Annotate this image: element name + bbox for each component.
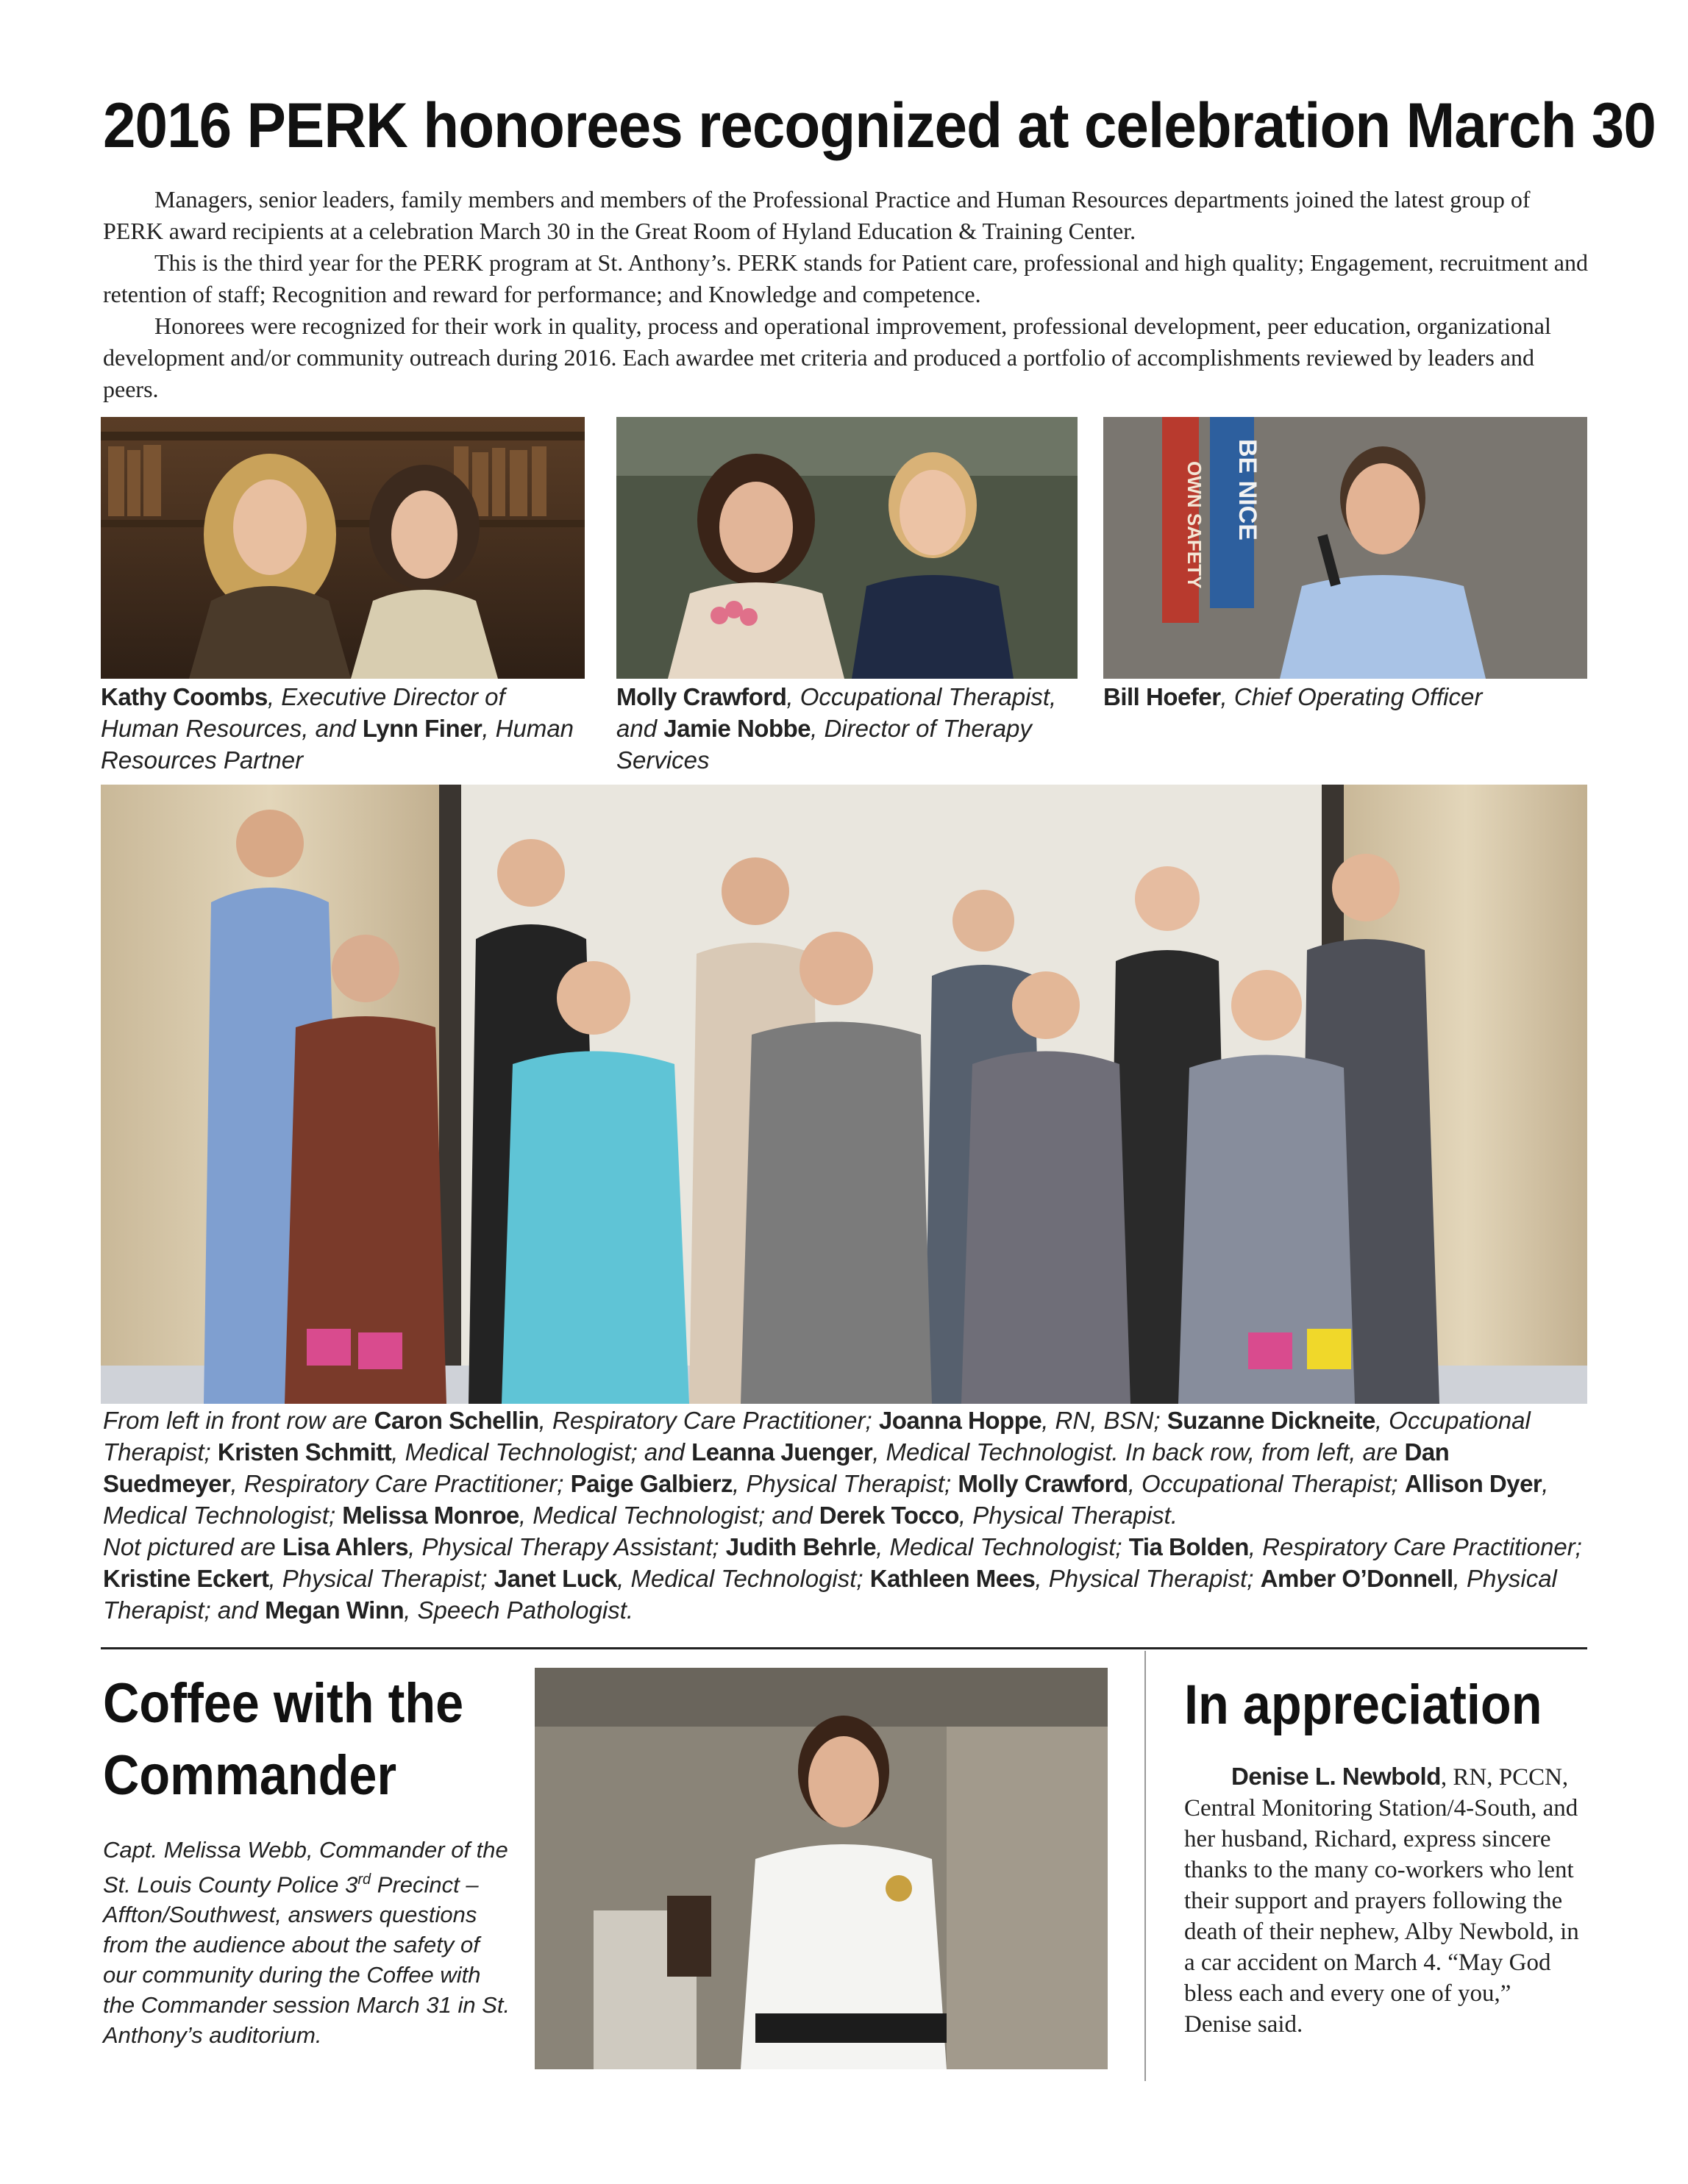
intro-paragraph-1: Managers, senior leaders, family members and members of the Professional Practice and Human Resources departments joined the latest group of PERK award recipients at a celebration March 30 in the Great Room of Hyland Education & Training Center. xyxy=(103,186,1531,244)
honoree-role: Not pictured are xyxy=(103,1533,282,1560)
caption-name: Kathy Coombs xyxy=(101,683,268,710)
caption-not-pictured xyxy=(103,1531,1589,1626)
honoree-role: , RN, BSN; xyxy=(1041,1407,1167,1434)
honoree-name: Joanna Hoppe xyxy=(878,1407,1042,1434)
honoree-role: , Medical Technologist; xyxy=(103,1470,1549,1529)
honoree-role: , Physical Therapist. xyxy=(958,1502,1178,1529)
appreciation-text: Denise L. Newbold, RN, PCCN, Central Monitoring Station/4-South, and her husband, Richard, express sincere thanks to the many co-workers who lent their support and prayers following the death of their nephew, Alby Newbold, in a car accident on March 4. “May God bless each and every one of you,” Denise said. xyxy=(1184,1763,1579,2038)
honoree-role: , Respiratory Care Practitioner; xyxy=(1248,1533,1582,1560)
honoree-name: Lisa Ahlers xyxy=(282,1533,409,1560)
honoree-name: Janet Luck xyxy=(494,1565,618,1592)
coffee-title xyxy=(103,1668,527,1812)
caption-photo-1: Kathy Coombs, Executive Director of Human Resources, and Lynn Finer, Human Resources Partner xyxy=(101,683,574,774)
honoree-name: Paige Galbierz xyxy=(570,1470,733,1497)
intro-paragraph-2: This is the third year for the PERK program at St. Anthony’s. PERK stands for Patient care, professional and high quality; Engagement, recruitment and retention of staff; Recognition and reward for performance; and Knowledge and competence. xyxy=(103,249,1588,307)
honoree-name: Megan Winn xyxy=(265,1596,405,1624)
honoree-name: Melissa Monroe xyxy=(342,1502,519,1529)
honoree-role: , Medical Technologist; and xyxy=(519,1502,819,1529)
coffee-title-line-1: Coffee with the xyxy=(103,1672,464,1735)
honoree-role: , Medical Technologist. In back row, from left, are xyxy=(872,1438,1405,1466)
section-divider xyxy=(101,1647,1587,1649)
honoree-name: Dan Suedmeyer xyxy=(103,1438,1450,1497)
honoree-role: , Physical Therapy Assistant; xyxy=(408,1533,726,1560)
photo-crawford-nobbe xyxy=(616,417,1078,679)
honoree-role: , Respiratory Care Practitioner; xyxy=(538,1407,879,1434)
photo-commander xyxy=(535,1668,1108,2069)
honoree-role: , Occupational Therapist; xyxy=(103,1407,1531,1466)
photo-coombs-finer xyxy=(101,417,585,679)
honoree-name: Leanna Juenger xyxy=(691,1438,873,1466)
coffee-caption: Capt. Melissa Webb, Commander of the St. Louis County Police 3rd Precinct – Affton/Southwest, answers questions from the audience about the safety of our community during the Coffee with the Commander session March 31 in St. Anthony’s auditorium. xyxy=(103,1837,510,2049)
caption-name: Jamie Nobbe xyxy=(663,715,811,742)
honoree-role: , Respiratory Care Practitioner; xyxy=(230,1470,571,1497)
honoree-role: , Physical Therapist; xyxy=(733,1470,958,1497)
honoree-role: , Medical Technologist; and xyxy=(391,1438,692,1466)
caption-name: Molly Crawford xyxy=(616,683,787,710)
caption-front-back-row xyxy=(103,1405,1589,1531)
photo-hoefer xyxy=(1103,417,1587,679)
honoree-name: Suzanne Dickneite xyxy=(1167,1407,1375,1434)
honoree-name: Derek Tocco xyxy=(819,1502,959,1529)
honoree-name: Amber O’Donnell xyxy=(1260,1565,1453,1592)
honoree-role: , Occupational Therapist; xyxy=(1128,1470,1405,1497)
honoree-name: Caron Schellin xyxy=(374,1407,539,1434)
honoree-role: , Medical Technologist; xyxy=(617,1565,870,1592)
honoree-name: Allison Dyer xyxy=(1404,1470,1542,1497)
honoree-name: Judith Behrle xyxy=(725,1533,877,1560)
honoree-role: , Speech Pathologist. xyxy=(404,1596,634,1624)
banner-text-own-safety: OWN SAFETY xyxy=(1183,461,1206,589)
honoree-name: Tia Bolden xyxy=(1128,1533,1249,1560)
article-title: 2016 PERK honorees recognized at celebration March 30 xyxy=(103,90,1656,161)
honoree-name: Kristen Schmitt xyxy=(217,1438,392,1466)
caption-photo-2: Molly Crawford, Occupational Therapist, and Jamie Nobbe, Director of Therapy Services xyxy=(616,683,1057,774)
caption-photo-3: Bill Hoefer, Chief Operating Officer xyxy=(1103,683,1483,710)
honoree-role: , Medical Technologist; xyxy=(876,1533,1129,1560)
honoree-role: , Physical Therapist; and xyxy=(103,1565,1557,1624)
caption-group-photo xyxy=(103,1405,1589,1626)
honoree-name: Denise L. Newbold xyxy=(1231,1763,1441,1790)
honoree-role: , Physical Therapist; xyxy=(268,1565,494,1592)
caption-name: Bill Hoefer xyxy=(1103,683,1221,710)
intro-paragraph-3: Honorees were recognized for their work in quality, process and operational improvement, professional development, peer education, organizational development and/or community outreach during 2016. Each awardee met criteria and produced a portfolio of accomplishments reviewed by leaders and peers. xyxy=(103,313,1551,402)
honoree-name: Kathleen Mees xyxy=(869,1565,1036,1592)
caption-name: Lynn Finer xyxy=(362,715,482,742)
appreciation-title: In appreciation xyxy=(1184,1674,1542,1736)
honoree-name: Molly Crawford xyxy=(958,1470,1128,1497)
honoree-role: From left in front row are xyxy=(103,1407,374,1434)
article-body xyxy=(103,184,1589,405)
honoree-name: Kristine Eckert xyxy=(103,1565,269,1592)
banner-text-be-nice: BE NICE xyxy=(1233,439,1261,540)
column-divider xyxy=(1144,1651,1146,2081)
coffee-title-line-2: Commander xyxy=(103,1744,397,1807)
honoree-role: , Physical Therapist; xyxy=(1035,1565,1261,1592)
photo-group-honorees xyxy=(101,785,1587,1404)
